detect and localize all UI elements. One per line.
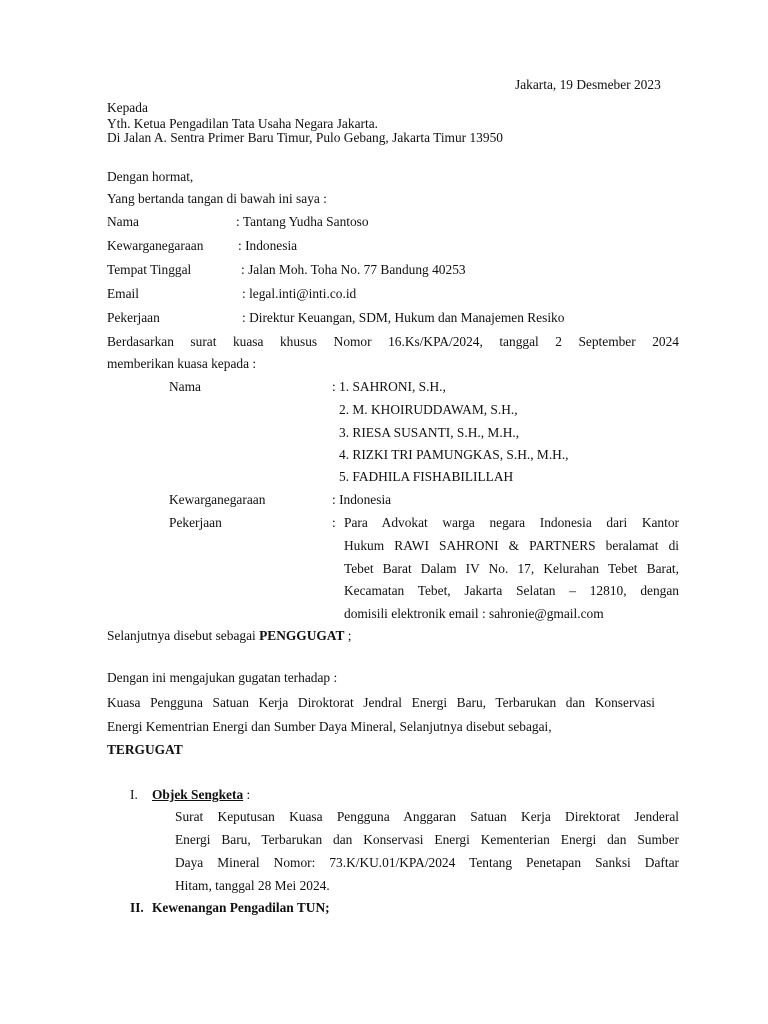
attorney-kerja-line-2: Hukum RAWI SAHRONI & PARTNERS beralamat di: [344, 538, 679, 553]
section-1-colon: :: [243, 787, 251, 802]
attorney-warga-value: : Indonesia: [332, 492, 392, 507]
signer-tinggal-label: Tempat Tinggal: [107, 262, 192, 277]
attorney-name-3: 3. RIESA SUSANTI, S.H., M.H.,: [339, 425, 520, 440]
section-2-number: II.: [130, 900, 144, 915]
intro-line: Yang bertanda tangan di bawah ini saya :: [107, 191, 327, 206]
penggugat-suffix: ;: [344, 628, 352, 643]
section-1-heading: [152, 786, 250, 804]
gugatan-intro: Dengan ini mengajukan gugatan terhadap :: [107, 670, 338, 685]
signer-warga-label: Kewarganegaraan: [107, 238, 204, 253]
signer-nama-label: Nama: [107, 214, 139, 229]
attorney-kerja-line-5: domisili elektronik email : sahronie@gmail.com: [344, 606, 604, 621]
attorney-kerja-colon: :: [332, 515, 336, 530]
recipient-line-2: Di Jalan A. Sentra Primer Baru Timur, Pulo Gebang, Jakarta Timur 13950: [107, 130, 503, 145]
attorney-kerja-line-1: Para Advokat warga negara Indonesia dari Kantor: [344, 515, 679, 530]
section-1-title: Objek Sengketa: [152, 787, 244, 802]
recipient-line-1: Yth. Ketua Pengadilan Tata Usaha Negara Jakarta.: [107, 116, 378, 131]
signer-kerja-value: : Direktur Keuangan, SDM, Hukum dan Manajemen Resiko: [242, 310, 565, 325]
tergugat-line-2: Energi Kementrian Energi dan Sumber Daya Mineral, Selanjutnya disebut sebagai,: [107, 719, 552, 734]
greeting: Dengan hormat,: [107, 169, 194, 184]
signer-nama-value: : Tantang Yudha Santoso: [236, 214, 369, 229]
kuasa-line-1: Berdasarkan surat kuasa khusus Nomor 16.Ks/KPA/2024, tanggal 2 September 2024: [107, 334, 679, 349]
attorney-nama-label: Nama: [169, 379, 201, 394]
section-1-line-3: Daya Mineral Nomor: 73.K/KU.01/KPA/2024 Tentang Penetapan Sanksi Daftar: [175, 855, 679, 870]
penggugat-line: [107, 627, 352, 645]
section-1-line-2: Energi Baru, Terbarukan dan Konservasi Energi Kementerian Energi dan Sumber: [175, 832, 679, 847]
recipient-kepada: Kepada: [107, 100, 148, 115]
penggugat-label: PENGGUGAT: [259, 628, 345, 643]
section-1-number: I.: [130, 787, 138, 802]
section-1-line-1: Surat Keputusan Kuasa Pengguna Anggaran Satuan Kerja Direktorat Jenderal: [175, 809, 679, 824]
signer-warga-value: : Indonesia: [238, 238, 298, 253]
tergugat-line-1: Kuasa Pengguna Satuan Kerja Diroktorat Jendral Energi Baru, Terbarukan dan Konservasi: [107, 695, 655, 710]
tergugat-label: TERGUGAT: [107, 742, 183, 757]
attorney-kerja-line-4: Kecamatan Tebet, Jakarta Selatan – 12810, dengan: [344, 583, 679, 598]
date-line: Jakarta, 19 Desmeber 2023: [515, 77, 661, 92]
attorney-name-4: 4. RIZKI TRI PAMUNGKAS, S.H., M.H.,: [339, 447, 569, 462]
attorney-kerja-line-3: Tebet Barat Dalam IV No. 17, Kelurahan Tebet Barat,: [344, 561, 679, 576]
signer-email-label: Email: [107, 286, 139, 301]
kuasa-line-2: memberikan kuasa kepada :: [107, 356, 257, 371]
penggugat-prefix: Selanjutnya disebut sebagai: [107, 628, 260, 643]
attorney-name-1: : 1. SAHRONI, S.H.,: [332, 379, 446, 394]
attorney-warga-label: Kewarganegaraan: [169, 492, 266, 507]
attorney-kerja-label: Pekerjaan: [169, 515, 222, 530]
signer-tinggal-value: : Jalan Moh. Toha No. 77 Bandung 40253: [241, 262, 466, 277]
signer-email-value: : legal.inti@inti.co.id: [242, 286, 357, 301]
signer-kerja-label: Pekerjaan: [107, 310, 160, 325]
section-2-title: Kewenangan Pengadilan TUN;: [152, 900, 330, 915]
attorney-name-2: 2. M. KHOIRUDDAWAM, S.H.,: [339, 402, 518, 417]
section-1-line-4: Hitam, tanggal 28 Mei 2024.: [175, 878, 330, 893]
attorney-name-5: 5. FADHILA FISHABILILLAH: [339, 469, 514, 484]
